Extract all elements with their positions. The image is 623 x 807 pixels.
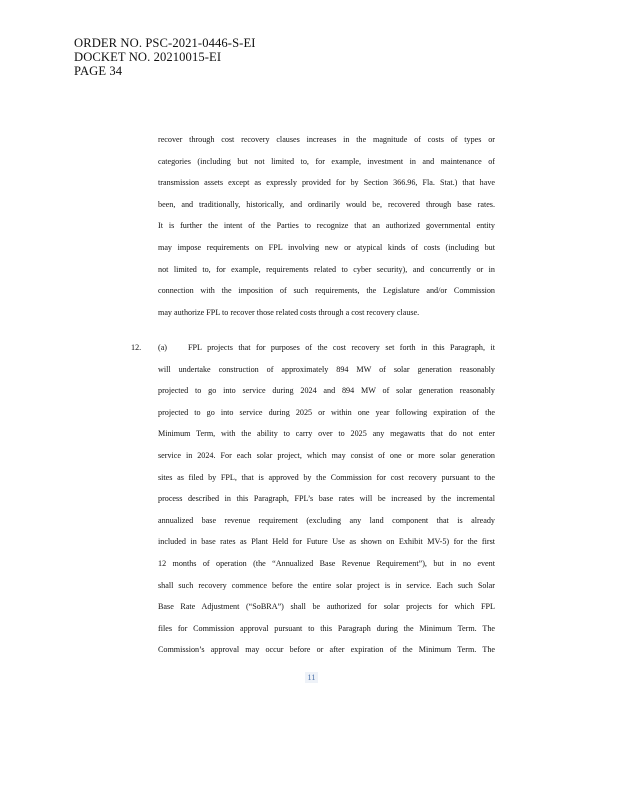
page-number-text: 11 xyxy=(305,672,319,683)
text-line: service in 2024. For each solar project, which may consist of one or more solar generation xyxy=(158,450,495,460)
text-line: been, and traditionally, historically, and ordinarily would be, recovered through base rates. xyxy=(158,199,495,209)
text-line: will undertake construction of approximately 894 MW of solar generation reasonably xyxy=(158,364,495,374)
text-line: process described in this Paragraph, FPL’s base rates will be increased by the incremental xyxy=(158,494,495,504)
text-line: sites as filed by FPL, that is approved by the Commission for cost recovery pursuant to the xyxy=(158,472,495,482)
text-line: shall such recovery commence before the entire solar project is in service. Each such Solar xyxy=(158,580,495,590)
text-line: projected to go into service during 2024 and 894 MW of solar generation reasonably xyxy=(158,386,495,396)
text-line: categories (including but not limited to, for example, investment in and maintenance of xyxy=(158,156,495,166)
text-line: recover through cost recovery clauses increases in the magnitude of costs of types or xyxy=(158,135,495,144)
text-line: Base Rate Adjustment (“SoBRA”) shall be authorized for solar projects for which FPL xyxy=(158,602,495,612)
text-line: transmission assets except as expressly provided for by Section 366.96, Fla. Stat.) that have xyxy=(158,178,495,188)
text-line: projected to go into service during 2025 or within one year following expiration of the xyxy=(158,407,495,417)
order-number: ORDER NO. PSC-2021-0446-S-EI xyxy=(74,36,256,50)
text-line: It is further the intent of the Parties to recognize that an authorized governmental entity xyxy=(158,221,495,231)
text-line: connection with the imposition of such requirements, the Legislature and/or Commission xyxy=(158,286,495,296)
page-label: PAGE 34 xyxy=(74,64,123,78)
text-line: 12 months of operation (the “Annualized Base Revenue Requirement”), but in no event xyxy=(158,558,495,568)
text-line: files for Commission approval pursuant to this Paragraph during the Minimum Term. The xyxy=(158,623,495,633)
paragraph-12-first-line xyxy=(188,337,495,359)
text-line: may impose requirements on FPL involving new or atypical kinds of costs (including but xyxy=(158,242,495,252)
paragraph-12-body xyxy=(158,359,495,661)
document-header xyxy=(74,36,256,78)
text-line: Minimum Term, with the ability to carry over to 2025 any megawatts that do not enter xyxy=(158,429,495,439)
footer-page-number xyxy=(0,673,623,682)
docket-number: DOCKET NO. 20210015-EI xyxy=(74,50,222,64)
text-line: not limited to, for example, requirements related to cyber security), and concurrently or in xyxy=(158,264,495,274)
text-line: Commission’s approval may occur before or after expiration of the Minimum Term. The xyxy=(158,645,495,655)
text-line: may authorize FPL to recover those related costs through a cost recovery clause. xyxy=(158,307,420,317)
text-line: annualized base revenue requirement (excluding any land component that is already xyxy=(158,515,495,525)
paragraph-number: 12. xyxy=(131,343,142,352)
continued-paragraph xyxy=(158,129,495,323)
text-line: FPL projects that for purposes of the cost recovery set forth in this Paragraph, it xyxy=(188,343,495,352)
text-line: included in base rates as Plant Held for Future Use as shown on Exhibit MV-5) for the first xyxy=(158,537,495,547)
subsection-label: (a) xyxy=(158,343,168,352)
